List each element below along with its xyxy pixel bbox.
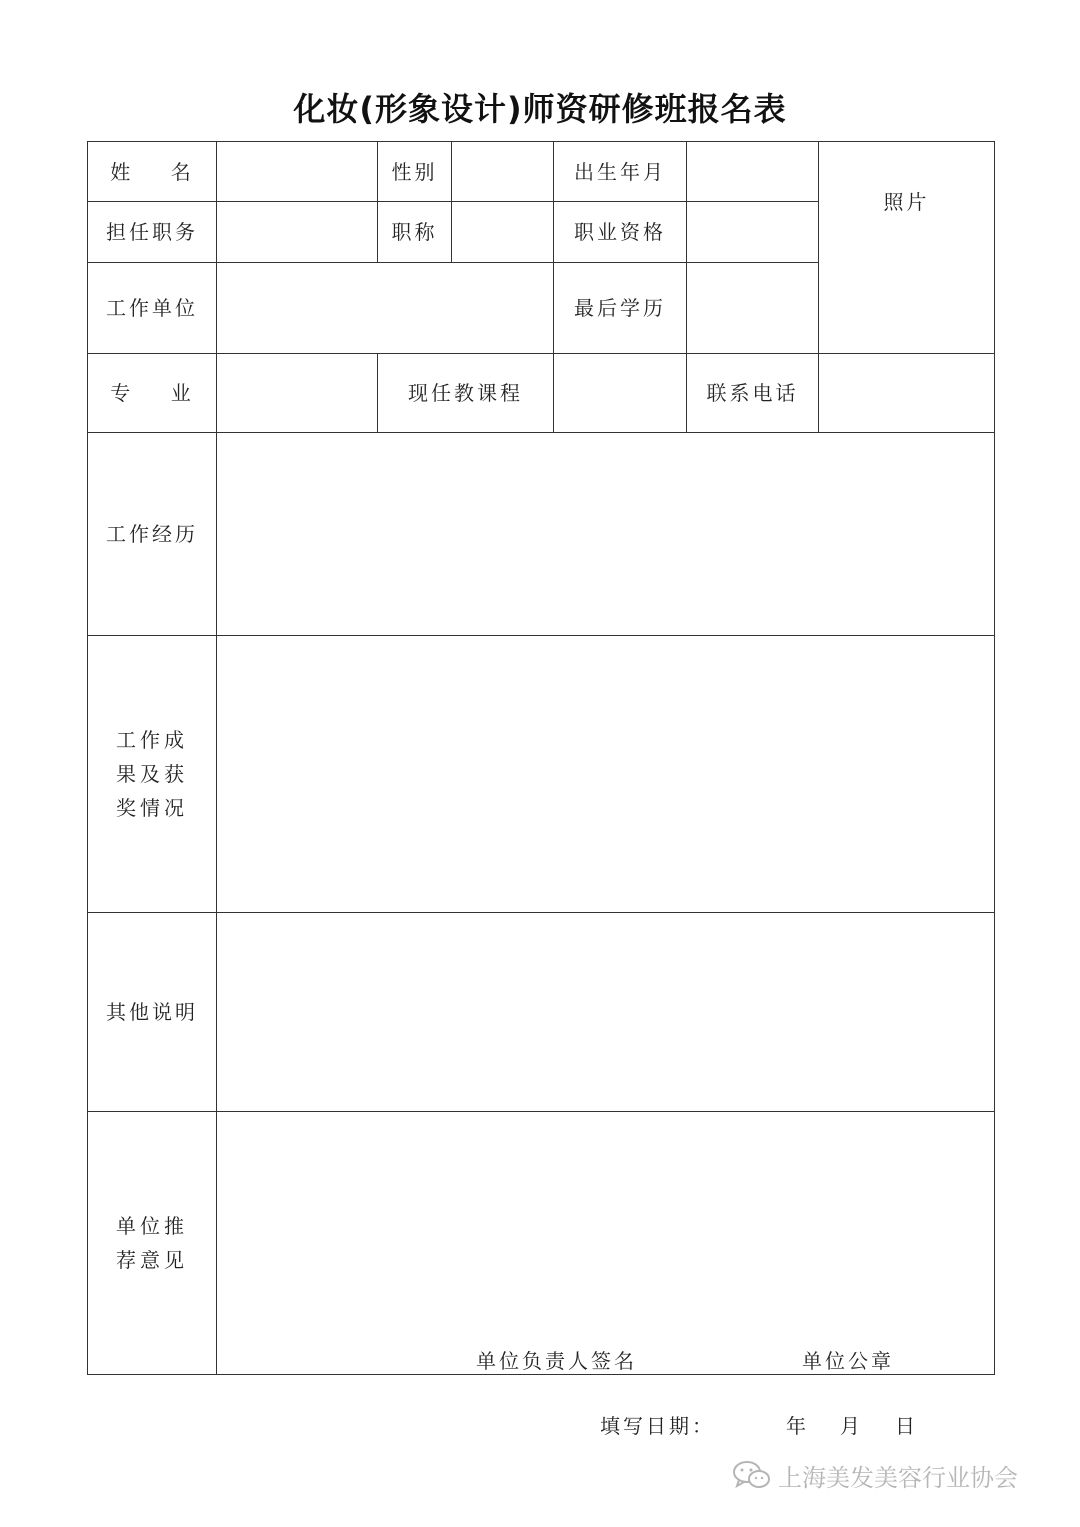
current-course-field[interactable] — [554, 354, 687, 433]
other-label: 其他说明 — [88, 913, 217, 1112]
recommendation-label-cell — [88, 1112, 217, 1375]
education-label: 最后学历 — [554, 263, 687, 354]
gender-label: 性别 — [378, 142, 452, 202]
phone-label: 联系电话 — [687, 354, 819, 433]
employer-label: 工作单位 — [88, 263, 217, 354]
photo-box[interactable] — [819, 142, 995, 354]
date-label: 填写日期： — [600, 1414, 715, 1438]
date-year-label: 年 — [786, 1414, 809, 1438]
watermark — [732, 1458, 1018, 1493]
table-row — [88, 433, 995, 636]
birth-label: 出生年月 — [554, 142, 687, 202]
qualification-field[interactable] — [687, 202, 819, 263]
major-label: 专 业 — [88, 354, 217, 433]
qualification-label: 职业资格 — [554, 202, 687, 263]
experience-field[interactable] — [217, 433, 995, 636]
other-field[interactable] — [217, 913, 995, 1112]
unit-seal-label: 单位公章 — [802, 1349, 894, 1373]
achievements-label-cell — [88, 636, 217, 913]
title-field[interactable] — [452, 202, 554, 263]
education-field[interactable] — [687, 263, 819, 354]
position-field[interactable] — [217, 202, 378, 263]
registration-form-table — [87, 141, 995, 1375]
table-row — [88, 1112, 995, 1375]
leader-signature-label: 单位负责人签名 — [476, 1349, 637, 1373]
birth-field[interactable] — [687, 142, 819, 202]
title-label: 职称 — [378, 202, 452, 263]
phone-field[interactable] — [819, 354, 995, 433]
table-row — [88, 354, 995, 433]
current-course-label: 现任教课程 — [378, 354, 554, 433]
employer-field[interactable] — [217, 263, 554, 354]
table-row — [88, 142, 995, 202]
achievements-label: 工作成果及获奖情况 — [116, 728, 188, 820]
experience-label: 工作经历 — [88, 433, 217, 636]
major-field[interactable] — [217, 354, 378, 433]
date-month-label: 月 — [840, 1414, 863, 1438]
form-title: 化妆(形象设计)师资研修班报名表 — [293, 90, 787, 128]
position-label: 担任职务 — [88, 202, 217, 263]
name-label: 姓 名 — [88, 142, 217, 202]
name-field[interactable] — [217, 142, 378, 202]
recommendation-field[interactable] — [217, 1112, 995, 1375]
photo-label: 照片 — [883, 189, 930, 214]
table-row — [88, 636, 995, 913]
table-row — [88, 913, 995, 1112]
gender-field[interactable] — [452, 142, 554, 202]
wechat-icon — [732, 1460, 772, 1492]
date-day-label: 日 — [895, 1414, 918, 1438]
recommendation-label: 单位推荐意见 — [116, 1214, 188, 1272]
achievements-field[interactable] — [217, 636, 995, 913]
watermark-text: 上海美发美容行业协会 — [778, 1464, 1018, 1492]
